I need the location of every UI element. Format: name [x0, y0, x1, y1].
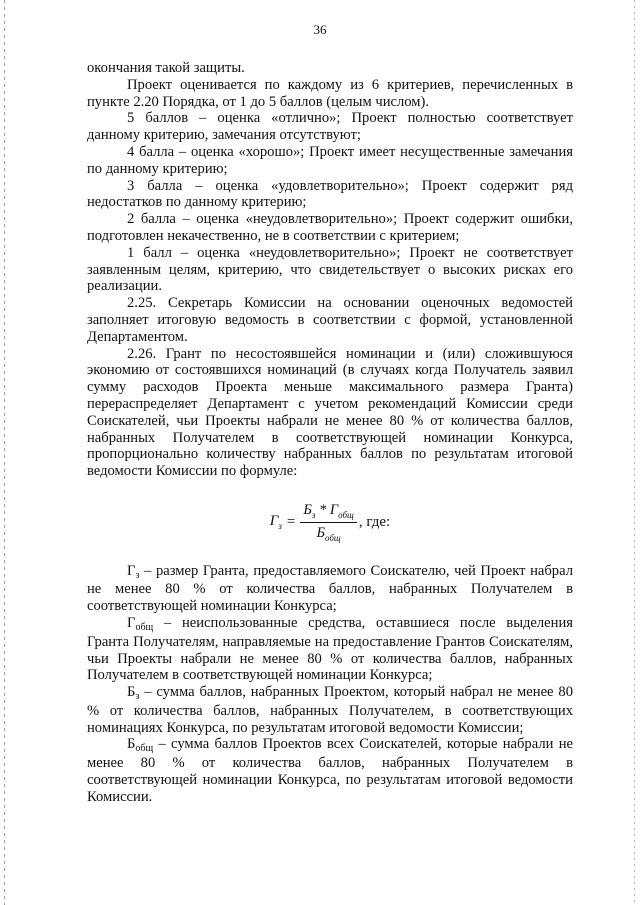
paragraph-score-3: 3 балла – оценка «удовлетворительно»; Проект содержит ряд недостатков по данному критерию; — [87, 177, 573, 211]
paragraph-2-25: 2.25. Секретарь Комиссии на основании оценочных ведомостей заполняет итоговую ведомость в соответствии с формой, установленной Департаментом. — [87, 295, 573, 345]
scan-edge-right — [634, 0, 635, 905]
scan-edge-left — [4, 0, 5, 905]
paragraph-score-4: 4 балла – оценка «хорошо»; Проект имеет несущественные замечания по данному критерию; — [87, 143, 573, 177]
formula-numerator: $Б_з * Г_{общ}$ — [300, 502, 357, 523]
paragraph-score-5: 5 баллов – оценка «отлично»; Проект полностью соответствует данному критерию, замечания отсутствуют; — [87, 110, 573, 144]
paragraph-defense-end: окончания такой защиты. — [87, 60, 245, 76]
formula-tail: , где: — [358, 513, 391, 530]
grant-formula — [87, 502, 573, 543]
definition-g-z: $Г_з$ – размер Гранта, предоставляемого Соискателю, чей Проект набрал не менее 80 % от количества баллов, набранных Получателем в соответствующей номинации Конкурса; — [87, 562, 573, 615]
definition-g-obshch: $Г_{общ}$ – неиспользованные средства, оставшиеся после выделения Гранта Получателям, направляемые на предоставление Грантов Соискателям, чьи Проекты набрали не менее 80 % от количества баллов, набранных Получателем в соответствующей номинации Конкурса; — [87, 614, 573, 684]
paragraph-2-26: 2.26. Грант по несостоявшейся номинации и (или) сложившуюся экономию от состоявшихся номинаций (в случаях когда Получатель заявил сумму расходов Проекта меньше максимального размера Гранта) перераспределяет Департамент с учетом рекомендаций Комиссии среди Соискателей, чьи Проекты набрали не менее 80 % от количества баллов, набранных Получателем в соответствующей номинации Конкурса, пропорционально количеству набранных баллов по результатам итоговой ведомости Комиссии по формуле: — [87, 345, 573, 480]
definition-b-z: $Б_з$ – сумма баллов, набранных Проектом, который набрал не менее 80 % от количества баллов, набранных Получателем, в соответствующих номинациях Конкурса, по результатам итоговой ведомости Комиссии; — [87, 684, 573, 736]
paragraph-scoring-intro: Проект оценивается по каждому из 6 критериев, перечисленных в пункте 2.20 Порядка, от 1 до 5 баллов (целым числом). — [87, 76, 573, 110]
page-number: 36 — [313, 22, 327, 37]
formula-fraction — [300, 502, 357, 543]
definition-b-obshch: $Б_{общ}$ – сумма баллов Проектов всех Соискателей, которые набрали не менее 80 % от количества баллов, набранных Получателем в соответствующей номинации Конкурса, по результатам итоговой ведомости Комиссии. — [87, 736, 573, 805]
document-body — [87, 60, 573, 806]
paragraph-score-1: 1 балл – оценка «неудовлетворительно»; Проект не соответствует заявленным целям, критерию, что свидетельствует о высоких рисках его реализации. — [87, 244, 573, 295]
paragraph-score-2: 2 балла – оценка «неудовлетворительно»; Проект содержит ошибки, подготовлен некачественно, не в соответствии с критерием; — [87, 211, 573, 244]
formula-lhs: $Г_з$ — [269, 513, 282, 532]
formula-denominator: $Б_{общ}$ — [316, 524, 341, 543]
formula-equals: = — [286, 513, 296, 530]
